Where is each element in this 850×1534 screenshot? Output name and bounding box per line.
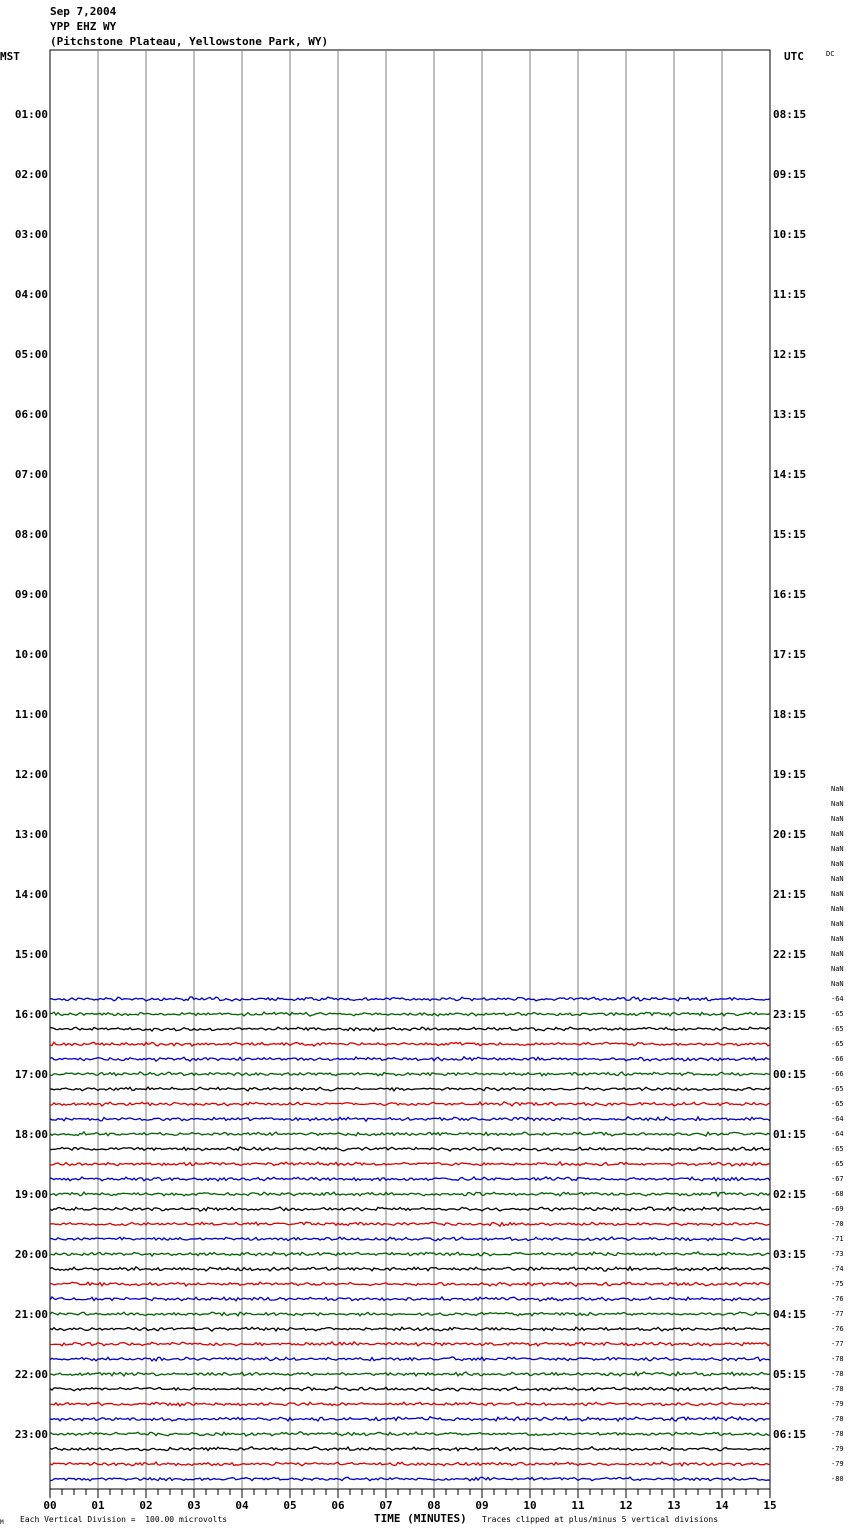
mst-hour-label: 03:00 <box>14 228 48 241</box>
dc-offset-value: -65 <box>831 1085 844 1093</box>
mst-hour-label: 14:00 <box>14 888 48 901</box>
x-tick-label: 06 <box>331 1499 345 1512</box>
dc-offset-value: NaN <box>831 845 844 853</box>
seismic-trace <box>50 1192 770 1196</box>
seismic-trace <box>50 1477 770 1481</box>
chart-title-station: YPP EHZ WY <box>50 20 117 33</box>
dc-offset-value: -65 <box>831 1100 844 1108</box>
dc-offset-value: -64 <box>831 995 844 1003</box>
seismic-trace <box>50 1327 770 1331</box>
chart-title-location: (Pitchstone Plateau, Yellowstone Park, WY) <box>50 35 329 48</box>
seismic-trace <box>50 1057 770 1061</box>
utc-hour-label: 17:15 <box>773 648 807 661</box>
utc-hour-label: 10:15 <box>773 228 807 241</box>
chart-title-date: Sep 7,2004 <box>50 5 117 18</box>
seismic-trace <box>50 1447 770 1451</box>
utc-hour-label: 14:15 <box>773 468 807 481</box>
dc-offset-value: -80 <box>831 1475 844 1483</box>
x-tick-label: 12 <box>619 1499 633 1512</box>
seismic-trace <box>50 1387 770 1391</box>
x-tick-label: 08 <box>427 1499 441 1512</box>
x-tick-label: 01 <box>91 1499 105 1512</box>
dc-offset-value: -77 <box>831 1340 844 1348</box>
seismic-trace <box>50 1042 770 1046</box>
x-tick-label: 11 <box>571 1499 585 1512</box>
x-axis-title: TIME (MINUTES) <box>374 1512 467 1525</box>
dc-offset-value: NaN <box>831 785 844 793</box>
mst-hour-label: 09:00 <box>14 588 48 601</box>
utc-hour-label: 20:15 <box>773 828 807 841</box>
dc-offset-value: -71 <box>831 1235 844 1243</box>
seismic-trace <box>50 1177 770 1181</box>
mst-hour-label: 13:00 <box>14 828 48 841</box>
dc-offset-value: NaN <box>831 875 844 883</box>
footer-left-mark: M <box>0 1519 4 1526</box>
dc-offset-value: -64 <box>831 1130 844 1138</box>
seismic-trace <box>50 1342 770 1346</box>
utc-hour-label: 12:15 <box>773 348 807 361</box>
x-tick-label: 00 <box>43 1499 57 1512</box>
dc-offset-value: -64 <box>831 1115 844 1123</box>
utc-hour-label: 16:15 <box>773 588 807 601</box>
dc-offset-value: -79 <box>831 1400 844 1408</box>
mst-hour-label: 23:00 <box>14 1428 48 1441</box>
scale-note: Each Vertical Division = 100.00 microvolts <box>20 1515 228 1524</box>
utc-hour-label: 09:15 <box>773 168 807 181</box>
seismic-trace <box>50 1417 770 1421</box>
mst-hour-label: 16:00 <box>14 1008 48 1021</box>
mst-hour-label: 17:00 <box>14 1068 48 1081</box>
utc-hour-label: 06:15 <box>773 1428 807 1441</box>
x-tick-label: 09 <box>475 1499 489 1512</box>
seismic-trace <box>50 1432 770 1436</box>
utc-hour-label: 05:15 <box>773 1368 807 1381</box>
dc-offset-value: -65 <box>831 1025 844 1033</box>
utc-axis-label: UTC <box>784 50 804 63</box>
x-tick-label: 03 <box>187 1499 201 1512</box>
mst-hour-label: 04:00 <box>14 288 48 301</box>
seismic-trace <box>50 1267 770 1271</box>
mst-hour-label: 05:00 <box>14 348 48 361</box>
dc-offset-value: NaN <box>831 815 844 823</box>
mst-hour-label: 06:00 <box>14 408 48 421</box>
dc-offset-value: -65 <box>831 1145 844 1153</box>
mst-hour-label: 19:00 <box>14 1188 48 1201</box>
mst-hour-label: 22:00 <box>14 1368 48 1381</box>
mst-hour-label: 07:00 <box>14 468 48 481</box>
seismic-trace <box>50 1012 770 1016</box>
mst-hour-label: 20:00 <box>14 1248 48 1261</box>
utc-hour-label: 23:15 <box>773 1008 807 1021</box>
mst-hour-label: 21:00 <box>14 1308 48 1321</box>
utc-hour-label: 03:15 <box>773 1248 807 1261</box>
utc-hour-label: 11:15 <box>773 288 807 301</box>
dc-offset-value: -66 <box>831 1055 844 1063</box>
dc-offset-value: NaN <box>831 860 844 868</box>
x-tick-label: 05 <box>283 1499 297 1512</box>
seismic-trace <box>50 1252 770 1256</box>
dc-offset-value: -78 <box>831 1370 844 1378</box>
seismic-trace <box>50 1357 770 1361</box>
dc-offset-value: -73 <box>831 1250 844 1258</box>
dc-offset-value: NaN <box>831 905 844 913</box>
dc-offset-value: NaN <box>831 830 844 838</box>
dc-offset-value: -79 <box>831 1460 844 1468</box>
seismic-trace <box>50 1072 770 1076</box>
mst-hour-label: 15:00 <box>14 948 48 961</box>
dc-offset-value: NaN <box>831 920 844 928</box>
dc-offset-value: NaN <box>831 950 844 958</box>
seismic-trace <box>50 1462 770 1466</box>
seismic-trace <box>50 1132 770 1136</box>
dc-offset-value: -75 <box>831 1280 844 1288</box>
x-tick-label: 04 <box>235 1499 249 1512</box>
seismic-trace <box>50 1372 770 1376</box>
dc-offset-value: -77 <box>831 1310 844 1318</box>
mst-hour-label: 02:00 <box>14 168 48 181</box>
dc-offset-value: NaN <box>831 980 844 988</box>
seismic-trace <box>50 1282 770 1286</box>
dc-offset-value: NaN <box>831 890 844 898</box>
utc-hour-label: 19:15 <box>773 768 807 781</box>
mst-hour-label: 01:00 <box>14 108 48 121</box>
dc-offset-value: -65 <box>831 1160 844 1168</box>
utc-hour-label: 01:15 <box>773 1128 807 1141</box>
utc-hour-label: 21:15 <box>773 888 807 901</box>
dc-offset-value: -65 <box>831 1010 844 1018</box>
x-tick-label: 13 <box>667 1499 681 1512</box>
dc-offset-value: -67 <box>831 1175 844 1183</box>
dc-offset-value: -76 <box>831 1325 844 1333</box>
x-tick-label: 07 <box>379 1499 393 1512</box>
utc-hour-label: 15:15 <box>773 528 807 541</box>
utc-hour-label: 00:15 <box>773 1068 807 1081</box>
dc-offset-value: -65 <box>831 1040 844 1048</box>
seismic-trace <box>50 1162 770 1166</box>
mst-axis-label: MST <box>0 50 20 63</box>
x-tick-label: 15 <box>763 1499 777 1512</box>
dc-offset-value: -66 <box>831 1070 844 1078</box>
utc-hour-label: 13:15 <box>773 408 807 421</box>
x-tick-label: 02 <box>139 1499 153 1512</box>
seismic-trace <box>50 1147 770 1151</box>
dc-offset-value: -78 <box>831 1415 844 1423</box>
dc-offset-value: -78 <box>831 1430 844 1438</box>
seismic-trace <box>50 1237 770 1241</box>
dc-offset-value: -74 <box>831 1265 844 1273</box>
dc-offset-value: -68 <box>831 1190 844 1198</box>
utc-hour-label: 04:15 <box>773 1308 807 1321</box>
seismic-trace <box>50 1312 770 1316</box>
seismic-trace <box>50 997 770 1001</box>
seismic-trace <box>50 1207 770 1211</box>
dc-offset-value: NaN <box>831 935 844 943</box>
dc-offset-header: DC <box>826 50 835 58</box>
mst-hour-label: 11:00 <box>14 708 48 721</box>
seismic-trace <box>50 1027 770 1031</box>
mst-hour-label: 18:00 <box>14 1128 48 1141</box>
seismic-trace <box>50 1102 770 1106</box>
x-tick-label: 10 <box>523 1499 537 1512</box>
dc-offset-value: -78 <box>831 1385 844 1393</box>
mst-hour-label: 12:00 <box>14 768 48 781</box>
dc-offset-value: NaN <box>831 965 844 973</box>
mst-hour-label: 10:00 <box>14 648 48 661</box>
seismic-trace <box>50 1297 770 1301</box>
dc-offset-value: -69 <box>831 1205 844 1213</box>
dc-offset-value: -78 <box>831 1355 844 1363</box>
seismic-trace <box>50 1087 770 1091</box>
dc-offset-value: -70 <box>831 1220 844 1228</box>
seismic-trace <box>50 1222 770 1226</box>
seismic-trace <box>50 1402 770 1406</box>
dc-offset-value: -76 <box>831 1295 844 1303</box>
utc-hour-label: 22:15 <box>773 948 807 961</box>
dc-offset-value: -79 <box>831 1445 844 1453</box>
clip-note: Traces clipped at plus/minus 5 vertical divisions <box>482 1515 719 1524</box>
utc-hour-label: 02:15 <box>773 1188 807 1201</box>
utc-hour-label: 18:15 <box>773 708 807 721</box>
seismic-trace <box>50 1117 770 1121</box>
x-tick-label: 14 <box>715 1499 729 1512</box>
mst-hour-label: 08:00 <box>14 528 48 541</box>
plot-frame <box>50 50 770 1489</box>
dc-offset-value: NaN <box>831 800 844 808</box>
utc-hour-label: 08:15 <box>773 108 807 121</box>
